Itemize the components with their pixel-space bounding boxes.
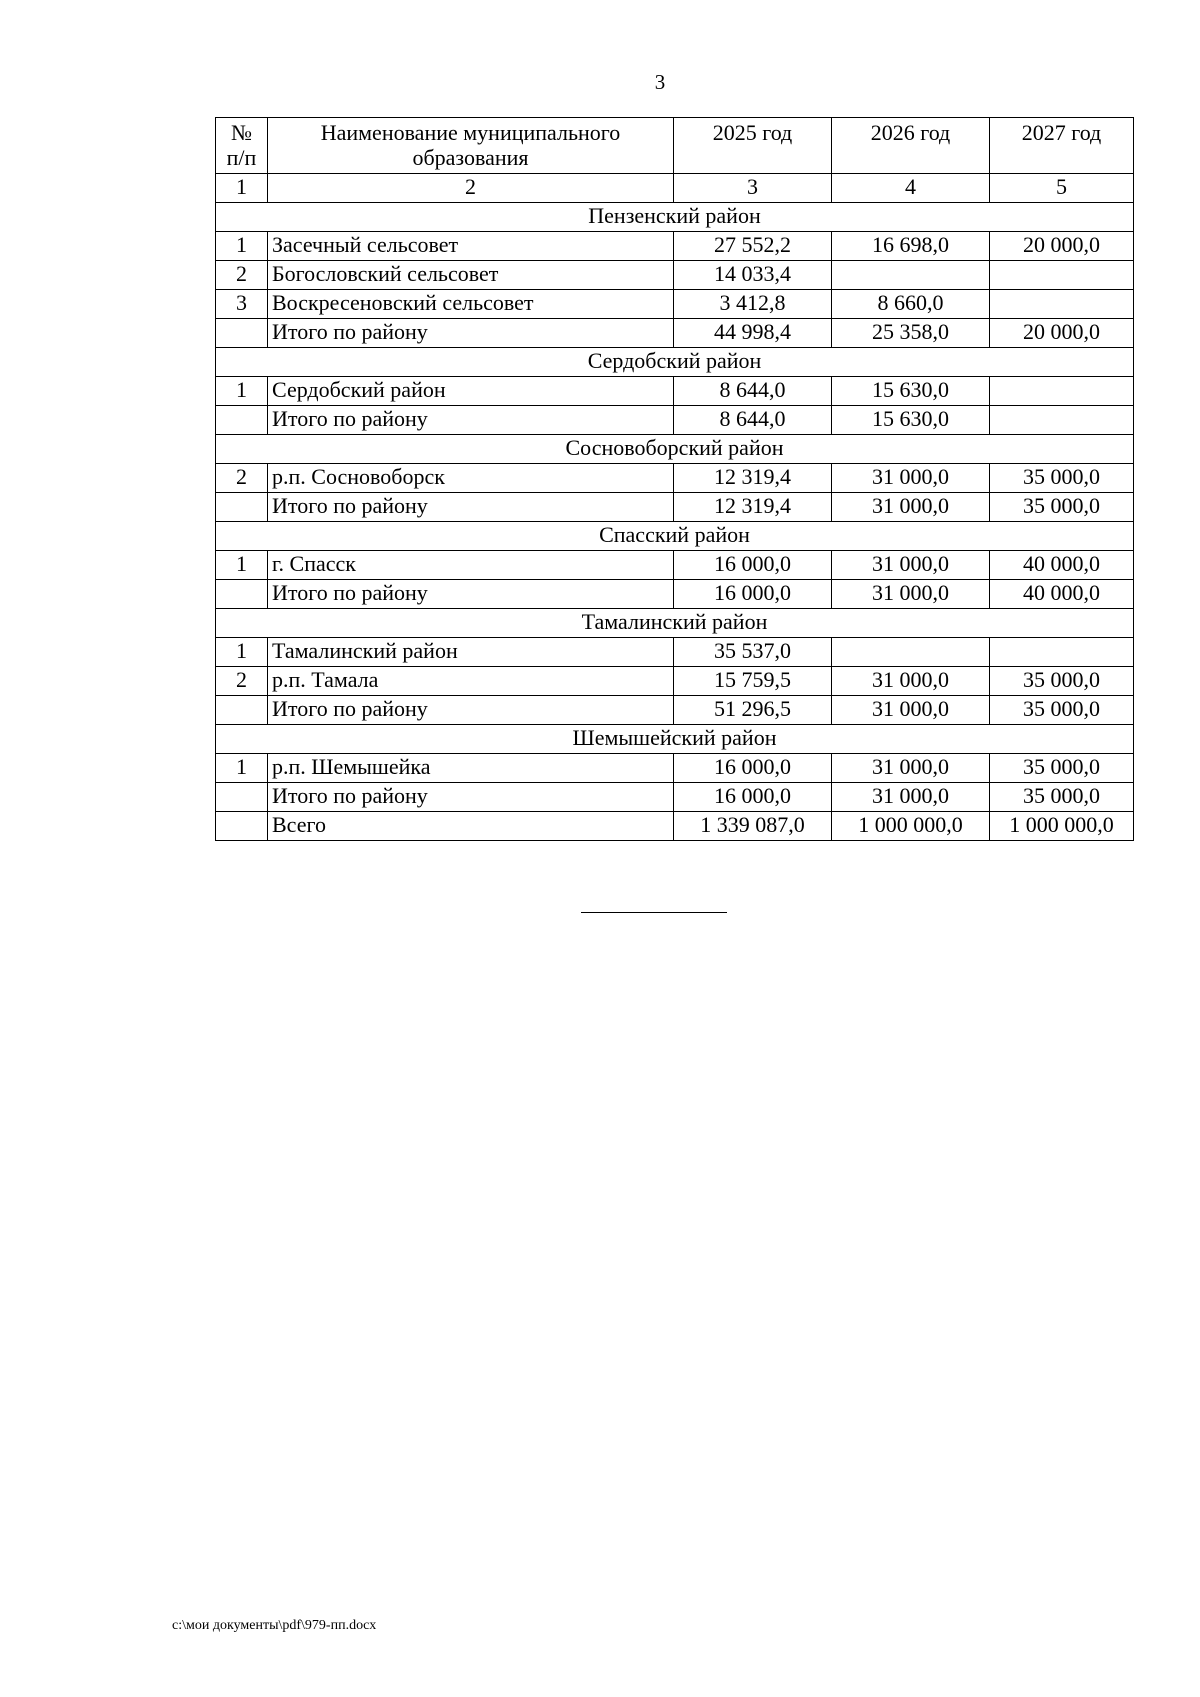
row-number: [216, 493, 268, 522]
value-2026: 31 000,0: [832, 696, 990, 725]
value-2027: [990, 290, 1134, 319]
value-2025: 8 644,0: [674, 406, 832, 435]
section-row: [216, 725, 1134, 754]
row-number: 1: [216, 551, 268, 580]
value-2027: 35 000,0: [990, 783, 1134, 812]
row-number: 1: [216, 232, 268, 261]
value-2025: 16 000,0: [674, 580, 832, 609]
municipality-name: Итого по району: [268, 319, 674, 348]
value-2026: 31 000,0: [832, 783, 990, 812]
value-2025: 16 000,0: [674, 754, 832, 783]
row-number: 2: [216, 464, 268, 493]
section-title: Сердобский район: [216, 348, 1134, 377]
value-2025: 12 319,4: [674, 464, 832, 493]
value-2027: 20 000,0: [990, 232, 1134, 261]
section-row: [216, 522, 1134, 551]
municipality-name: Богословский сельсовет: [268, 261, 674, 290]
row-number: 2: [216, 261, 268, 290]
header-2027: 2027 год: [990, 118, 1134, 174]
value-2025: 44 998,4: [674, 319, 832, 348]
table-row: [216, 377, 1134, 406]
header-name: Наименование муниципального образования: [268, 118, 674, 174]
subtotal-row: [216, 783, 1134, 812]
value-2026: [832, 638, 990, 667]
value-2026: 31 000,0: [832, 551, 990, 580]
subtotal-row: [216, 406, 1134, 435]
row-number: [216, 319, 268, 348]
value-2026: 31 000,0: [832, 580, 990, 609]
table-row: [216, 638, 1134, 667]
column-number: 2: [268, 174, 674, 203]
section-title: Спасский район: [216, 522, 1134, 551]
municipality-name: г. Спасск: [268, 551, 674, 580]
value-2026: 15 630,0: [832, 406, 990, 435]
column-number: 3: [674, 174, 832, 203]
value-2025: 12 319,4: [674, 493, 832, 522]
value-2027: 35 000,0: [990, 667, 1134, 696]
value-2027: 1 000 000,0: [990, 812, 1134, 841]
section-row: [216, 348, 1134, 377]
value-2025: 16 000,0: [674, 783, 832, 812]
municipality-name: Итого по району: [268, 406, 674, 435]
section-title: Тамалинский район: [216, 609, 1134, 638]
value-2027: 35 000,0: [990, 464, 1134, 493]
row-number: 3: [216, 290, 268, 319]
subtotal-row: [216, 580, 1134, 609]
subtotal-row: [216, 493, 1134, 522]
value-2026: 16 698,0: [832, 232, 990, 261]
section-title: Шемышейский район: [216, 725, 1134, 754]
table-row: [216, 464, 1134, 493]
subtotal-row: [216, 696, 1134, 725]
column-number: 5: [990, 174, 1134, 203]
table-row: [216, 261, 1134, 290]
municipality-name: Итого по району: [268, 580, 674, 609]
funding-table: [215, 117, 1134, 841]
section-title: Сосновоборский район: [216, 435, 1134, 464]
value-2027: [990, 406, 1134, 435]
value-2025: 3 412,8: [674, 290, 832, 319]
table-row: [216, 667, 1134, 696]
table-row: [216, 290, 1134, 319]
municipality-name: Сердобский район: [268, 377, 674, 406]
value-2026: [832, 261, 990, 290]
value-2026: 31 000,0: [832, 464, 990, 493]
section-row: [216, 435, 1134, 464]
municipality-name: р.п. Шемышейка: [268, 754, 674, 783]
closing-divider: [581, 912, 727, 913]
row-number: 1: [216, 377, 268, 406]
section-row: [216, 203, 1134, 232]
municipality-name: Воскресеновский сельсовет: [268, 290, 674, 319]
row-number: 1: [216, 754, 268, 783]
value-2026: 15 630,0: [832, 377, 990, 406]
municipality-name: Всего: [268, 812, 674, 841]
value-2027: 40 000,0: [990, 580, 1134, 609]
value-2025: 51 296,5: [674, 696, 832, 725]
subtotal-row: [216, 319, 1134, 348]
row-number: [216, 783, 268, 812]
table-header-row: [216, 118, 1134, 174]
value-2027: 20 000,0: [990, 319, 1134, 348]
municipality-name: р.п. Тамала: [268, 667, 674, 696]
value-2026: 31 000,0: [832, 493, 990, 522]
column-number: 4: [832, 174, 990, 203]
value-2026: 31 000,0: [832, 667, 990, 696]
municipality-name: Итого по району: [268, 783, 674, 812]
table-body: [216, 118, 1134, 841]
value-2026: 25 358,0: [832, 319, 990, 348]
table-row: [216, 754, 1134, 783]
row-number: 1: [216, 638, 268, 667]
value-2027: 40 000,0: [990, 551, 1134, 580]
value-2025: 14 033,4: [674, 261, 832, 290]
column-number: 1: [216, 174, 268, 203]
value-2027: [990, 638, 1134, 667]
page-number: 3: [654, 70, 666, 94]
section-row: [216, 609, 1134, 638]
municipality-name: Засечный сельсовет: [268, 232, 674, 261]
value-2026: 31 000,0: [832, 754, 990, 783]
row-number: 2: [216, 667, 268, 696]
municipality-name: Итого по району: [268, 696, 674, 725]
value-2027: 35 000,0: [990, 493, 1134, 522]
municipality-name: Итого по району: [268, 493, 674, 522]
value-2027: [990, 377, 1134, 406]
header-num: № п/п: [216, 118, 268, 174]
municipality-name: Тамалинский район: [268, 638, 674, 667]
municipality-name: р.п. Сосновоборск: [268, 464, 674, 493]
table-row: [216, 232, 1134, 261]
value-2026: 1 000 000,0: [832, 812, 990, 841]
header-2025: 2025 год: [674, 118, 832, 174]
value-2025: 16 000,0: [674, 551, 832, 580]
grand-total-row: [216, 812, 1134, 841]
value-2025: 35 537,0: [674, 638, 832, 667]
table-row: [216, 551, 1134, 580]
value-2027: 35 000,0: [990, 754, 1134, 783]
section-title: Пензенский район: [216, 203, 1134, 232]
column-numbers-row: [216, 174, 1134, 203]
value-2025: 15 759,5: [674, 667, 832, 696]
header-2026: 2026 год: [832, 118, 990, 174]
value-2027: [990, 261, 1134, 290]
value-2025: 27 552,2: [674, 232, 832, 261]
value-2025: 1 339 087,0: [674, 812, 832, 841]
row-number: [216, 406, 268, 435]
footer-file-path: c:\мои документы\pdf\979-пп.docx: [172, 1618, 377, 1633]
value-2025: 8 644,0: [674, 377, 832, 406]
row-number: [216, 580, 268, 609]
value-2026: 8 660,0: [832, 290, 990, 319]
row-number: [216, 696, 268, 725]
value-2027: 35 000,0: [990, 696, 1134, 725]
row-number: [216, 812, 268, 841]
